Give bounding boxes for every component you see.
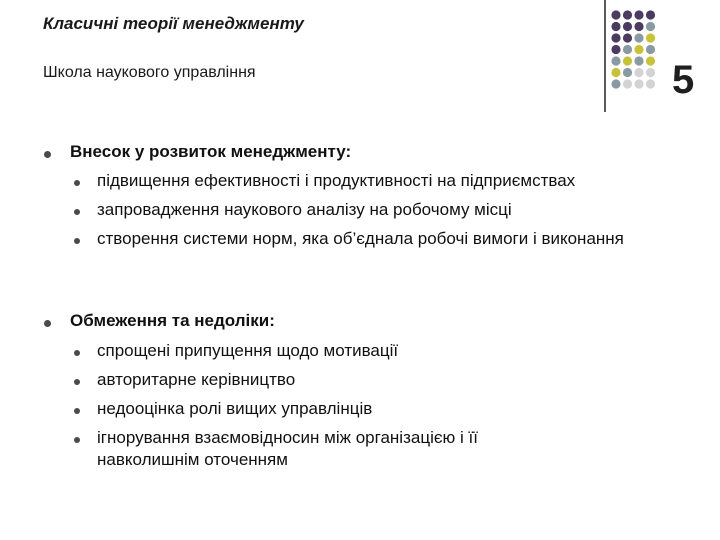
decorative-dot <box>623 22 632 31</box>
decorative-dot <box>646 56 655 65</box>
decorative-dot <box>646 68 655 77</box>
decorative-dot <box>634 33 643 42</box>
decorative-dot-grid <box>610 10 680 92</box>
list-item: запровадження наукового аналізу на робочому місці <box>97 200 512 219</box>
decorative-dot <box>646 10 655 19</box>
decorative-dot <box>623 10 632 19</box>
bullet-icon <box>74 209 80 215</box>
bullet-icon <box>74 180 80 186</box>
bullet-icon <box>74 437 80 443</box>
divider-line <box>604 0 606 112</box>
bullet-icon <box>74 379 80 385</box>
decorative-dot <box>634 10 643 19</box>
slide-title: Класичні теорії менеджменту <box>43 14 304 33</box>
bullet-icon <box>44 151 51 158</box>
list-item: недооцінка ролі вищих управлінців <box>97 399 373 418</box>
decorative-dot <box>634 56 643 65</box>
decorative-dot <box>623 68 632 77</box>
bullet-icon <box>74 350 80 356</box>
slide-subtitle: Школа наукового управління <box>43 64 256 81</box>
list-item: авторитарне керівництво <box>97 370 296 389</box>
decorative-dot <box>623 79 632 88</box>
decorative-dot <box>634 79 643 88</box>
bullet-icon <box>74 408 80 414</box>
decorative-dot <box>634 45 643 54</box>
list-item: підвищення ефективності і продуктивності на підприємствах <box>97 171 576 190</box>
decorative-dot <box>611 56 620 65</box>
list-item: ігнорування взаємовідносин між організацією і її навколишнім оточенням <box>97 428 478 469</box>
decorative-dot <box>634 22 643 31</box>
decorative-dot <box>646 79 655 88</box>
decorative-dot <box>611 10 620 19</box>
decorative-dot <box>623 45 632 54</box>
list-item: створення системи норм, яка об’єднала робочі вимоги і виконання <box>97 229 624 248</box>
slide-number: 5 <box>672 58 695 102</box>
decorative-dot <box>646 33 655 42</box>
section-heading: Внесок у розвиток менеджменту: <box>70 142 352 161</box>
decorative-dot <box>611 45 620 54</box>
bullet-icon <box>44 320 51 327</box>
decorative-dot <box>611 79 620 88</box>
decorative-dot <box>611 22 620 31</box>
decorative-dot <box>646 45 655 54</box>
bullet-icon <box>74 238 80 244</box>
decorative-dot <box>611 68 620 77</box>
decorative-dot <box>611 33 620 42</box>
list-item: спрощені припущення щодо мотивації <box>97 341 399 360</box>
decorative-dot <box>623 33 632 42</box>
decorative-dot <box>646 22 655 31</box>
decorative-dot <box>634 68 643 77</box>
section-heading: Обмеження та недоліки: <box>70 311 275 330</box>
decorative-dot <box>623 56 632 65</box>
